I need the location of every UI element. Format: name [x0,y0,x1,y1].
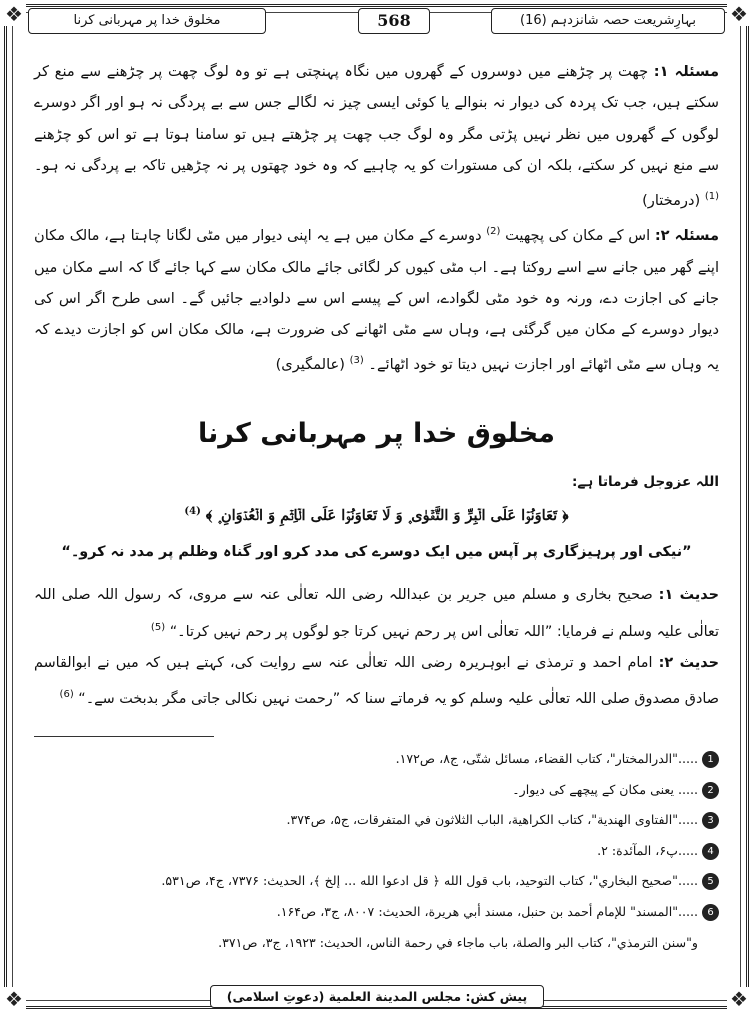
hadith-section [34,580,719,716]
footnote-text: ..... یعنی مکان کے پیچھے کی دیوار۔ [512,781,698,797]
footnote-number: 2 [702,782,719,799]
footnote-ref[interactable]: (4) [184,506,201,517]
footnote-text: ....."صحيح البخاري"، کتاب التوحيد، باب قول الله ﴿ قل ادعوا الله ... إلخ ﴾، الحديث: ۷۳۷۶، ج۴، ص۵۳۱. [161,873,698,889]
footnote-number: 4 [702,843,719,860]
page-header [28,8,725,34]
footer-label: پیش کش: [465,989,528,1004]
footnote [34,805,719,836]
footnote-continuation [34,928,719,959]
footnote-separator [34,736,214,737]
footnote [34,897,719,928]
publisher-footer [210,985,544,1008]
footnote-text: .....پ۶، المآئدة: ۲. [597,842,698,858]
footnote-ref[interactable]: (2) [486,226,501,238]
corner-ornament-icon: ❖ [727,2,751,26]
footnote-number: 1 [702,751,719,768]
page-number: 568 [358,8,430,34]
corner-ornament-icon: ❖ [2,987,26,1011]
footnote [34,775,719,806]
quran-ayah [34,506,719,524]
masail-section [34,56,719,381]
ayah-translation: ”نیکی اور پرہیزگاری پر آپس میں ایک دوسرے کی مدد کرو اور گناہ وظلم پر مدد نہ کرو۔“ [61,544,692,560]
section-title: مخلوق خدا پر مہربانی کرنا [198,418,555,449]
masala-text: چھت پر چڑھنے میں دوسروں کے گھروں میں نگاہ پہنچتی ہے تو وہ لوگ چھت پر چڑھنے سے منع کر سکتے ہیں، جب تک پردہ کی دیوار نہ بنوالے یا کوئی ایسی چیز نہ لگالے جس سے بے پردگی نہ ہو اور اگر دوسرے لوگوں کے گھروں میں نظر نہیں پڑتی مگر وہ لوگ جب چھت پر چڑھتے ہیں تو سامنا ہوتا ہے تو اس کو چڑھنے سے منع نہیں کر سکتے، بلکہ ان کی مستورات کو یہ چاہیے کہ وہ خود چھتوں پر نہ چڑھیں تاکہ بے پردگی نہ ہو۔ [34,63,719,174]
footnote-number: 3 [702,812,719,829]
masala-label: مسئلہ ۲: [654,227,720,245]
masala-label: مسئلہ ۱: [653,63,720,80]
corner-ornament-icon: ❖ [727,987,751,1011]
footnote-text: ....."المسند" للإمام أحمد بن حنبل، مسند أبي هريرة، الحديث: ۸۰۰۷، ج۳، ص۱۶۴. [276,903,698,919]
footnote [34,866,719,897]
masala-2 [34,216,719,380]
footnote-ref[interactable]: (3) [349,355,364,367]
footnote [34,836,719,867]
masala-1 [34,56,719,216]
hadith-text: صحیح بخاری و مسلم میں جریر بن عبداللہ رضی اللہ تعالٰی عنہ سے مروی، کہ رسول اللہ صلی اللہ تعالٰی علیہ وسلم نے فرمایا: ”اللہ تعالٰی اس پر رحم نہیں کرتا جو لوگوں پر رحم نہیں کرتا۔“ [34,587,719,640]
footnote-text: و"سنن الترمذي"، کتاب البر والصلة، باب ماجاء في رحمة الناس، الحديث: ۱۹۲۳، ج۳، ص۳۷۱. [218,934,698,950]
hadith-label: حدیث ۲: [658,654,719,671]
quote-intro: اللہ عزوجل فرماتا ہے: [571,474,719,490]
footnote [34,744,719,775]
masala-text: اس کے مکان کی پچھیت [505,227,651,245]
hadith-1 [34,580,719,648]
footnote-text: ....."الفتاوی الهندية"، کتاب الكراهية، الباب الثلاثون في المتفرقات، ج۵، ص۳۷۴. [286,812,698,828]
masala-text: دوسرے کے مکان میں ہے یہ اپنی دیوار میں مٹی لگانا چاہتا ہے، مالک مکان اپنے گھر میں جانے سے اسے روکتا ہے۔ اب مٹی کیوں کر لگائی جائے مالک مکان سے کہا جائے گا کہ اسے مکان میں جانے کی اجازت دے، ورنہ وہ خود مٹی لگوادے، اس کے پیسے اس سے دلوادیے جائیں گے۔ اسی طرح اگر اس کی دیوار دوسرے کے مکان میں گرگئی ہے، وہاں سے مٹی اٹھانے کی ضرورت ہے، مالک مکان اس کو اجازت دیدے کہ یہ وہاں سے مٹی اٹھائے اور اجازت نہیں دیتا تو خود اٹھائے۔ [34,227,719,374]
book-title: بہارِشریعت حصہ شانزدہم (16) [491,8,725,34]
masala-source: (عالمگیری) [275,356,345,374]
hadith-label: حدیث ۱: [658,587,719,603]
footer-sub: (دعوتِ اسلامی) [226,989,325,1004]
footnotes [34,744,719,958]
footnote-number: 5 [702,873,719,890]
chapter-title: مخلوق خدا پر مہربانی کرنا [28,8,266,34]
footnote-ref[interactable]: (6) [59,689,74,701]
masala-source: (درمختار) [642,192,701,210]
corner-ornament-icon: ❖ [2,2,26,26]
footnote-number: 6 [702,904,719,921]
ayah-text: ﴿ تَعَاوَنُوۡا عَلَی الۡبِرِّ وَ التَّقۡوٰی ۪ وَ لَا تَعَاوَنُوۡا عَلَی الۡاِثۡمِ وَ الۡعُدۡوَانِ ۪ ﴾ [205,506,569,524]
footnote-ref[interactable]: (5) [150,621,166,633]
footnote-text: ....."الدرالمختار"، کتاب القضاء، مسائل شتّی، ج۸، ص۱۷۲. [395,751,698,766]
footnote-ref[interactable]: (1) [704,191,719,203]
footer-org: مجلس المدينة العلمية [328,989,462,1004]
hadith-2 [34,648,719,716]
hadith-text: امام احمد و ترمذی نے ابوہریرہ رضی اللہ تعالٰی عنہ سے روایت کی، کہتے ہیں کہ میں نے ابوالقاسم صادق مصدوق صلی اللہ تعالٰی علیہ وسلم کو یہ فرماتے سنا کہ ”رحمت نہیں نکالی جاتی مگر بدبخت سے۔“ [34,654,719,708]
